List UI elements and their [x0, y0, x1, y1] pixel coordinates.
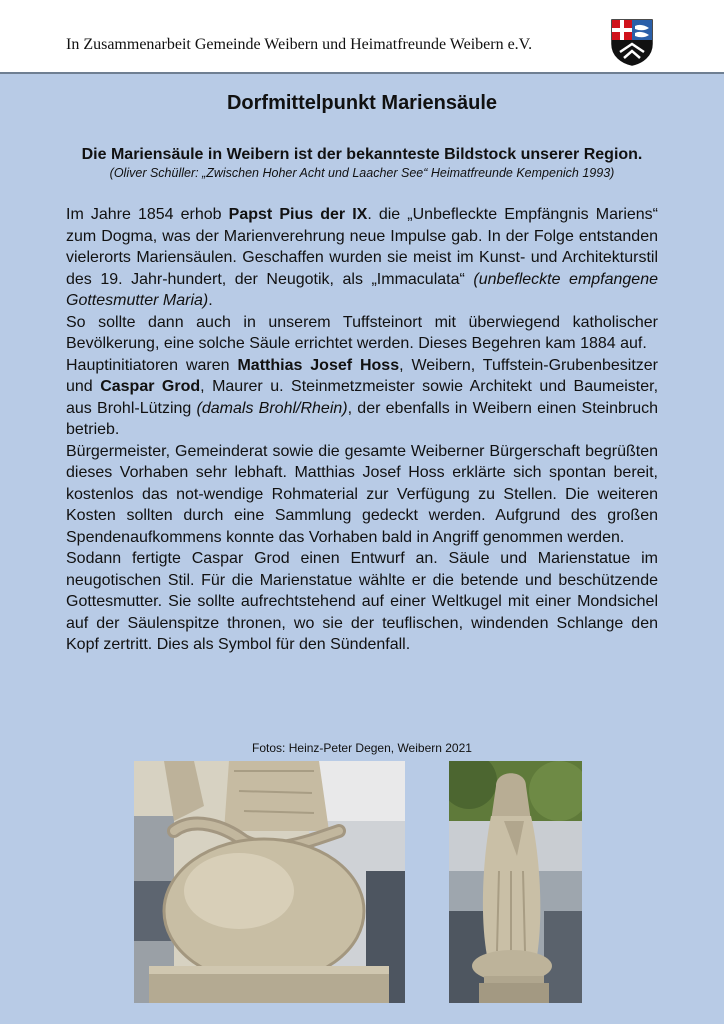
paragraph: Bürgermeister, Gemeinderat sowie die gesamte Weiberner Bürgerschaft begrüßten dieses Vorhaben sehr lebhaft. Matthias Josef Hoss erklärte sich spontan bereit, kostenlos das not-wendige Rohmaterial zur Verfügung zu Stellen. Die weiteren Kosten sollten durch eine Sammlung gedeckt werden. Aufgrund des großen Spendenaufkommens konnte das Vorhaben bald in Angriff genommen werden. [66, 442, 658, 546]
paragraph: So sollte dann auch in unserem Tuffsteinort mit überwiegend katholischer Bevölkerung, eine solche Säule errichtet werden. Dieses Begehren kam 1884 auf. [66, 313, 658, 352]
photo-statue-base [134, 761, 405, 1003]
header-text: In Zusammenarbeit Gemeinde Weibern und Heimatfreunde Weibern e.V. [66, 36, 533, 53]
lead-sentence: Die Mariensäule in Weibern ist der bekannteste Bildstock unserer Region. [81, 146, 643, 163]
paragraph: Hauptinitiatoren waren Matthias Josef Hoss, Weibern, Tuffstein-Grubenbesitzer und Caspar Grod, Maurer u. Steinmetzmeister sowie Architekt und Baumeister, aus Brohl-Lützing (damals Brohl/Rhein), der ebenfalls in Weibern einen Steinbruch betrieb. [66, 356, 659, 438]
photo-caption: Fotos: Heinz-Peter Degen, Weibern 2021 [252, 741, 472, 755]
paragraph: Im Jahre 1854 erhob Papst Pius der IX. die „Unbefleckte Empfängnis Mariens“ zum Dogma, was der Marienverehrung neue Impulse gab. In der Folge entstanden vielerorts Mariensäulen. Geschaffen wurden sie meist im Kunst- und Architekturstil des 19. Jahr-hundert, der Neugotik, als „Immaculata“ (unbefleckte empfangene Gottesmutter Maria). [66, 206, 659, 309]
statue-base-image [134, 761, 405, 1003]
photo-marian-statue [449, 761, 582, 1003]
article-body [66, 204, 658, 656]
page-header [0, 0, 724, 74]
source-citation: (Oliver Schüller: „Zwischen Hoher Acht und Laacher See“ Heimatfreunde Kempenich 1993) [109, 166, 615, 180]
coat-of-arms-icon [610, 18, 654, 66]
marian-statue-image [449, 761, 582, 1003]
paragraph: Sodann fertigte Caspar Grod einen Entwurf an. Säule und Marienstatue im neugotischen Stil. Für die Marienstatue wählte er die betende und beschützende Gottesmutter. Sie sollte aufrechtstehend auf einer Weltkugel mit einer Mondsichel auf der Säulenspitze thronen, wo sie der teuflischen, windenden Schlange den Kopf zertritt. Dies als Symbol für den Sündenfall. [66, 550, 658, 653]
page-title: Dorfmittelpunkt Mariensäule [226, 92, 498, 114]
